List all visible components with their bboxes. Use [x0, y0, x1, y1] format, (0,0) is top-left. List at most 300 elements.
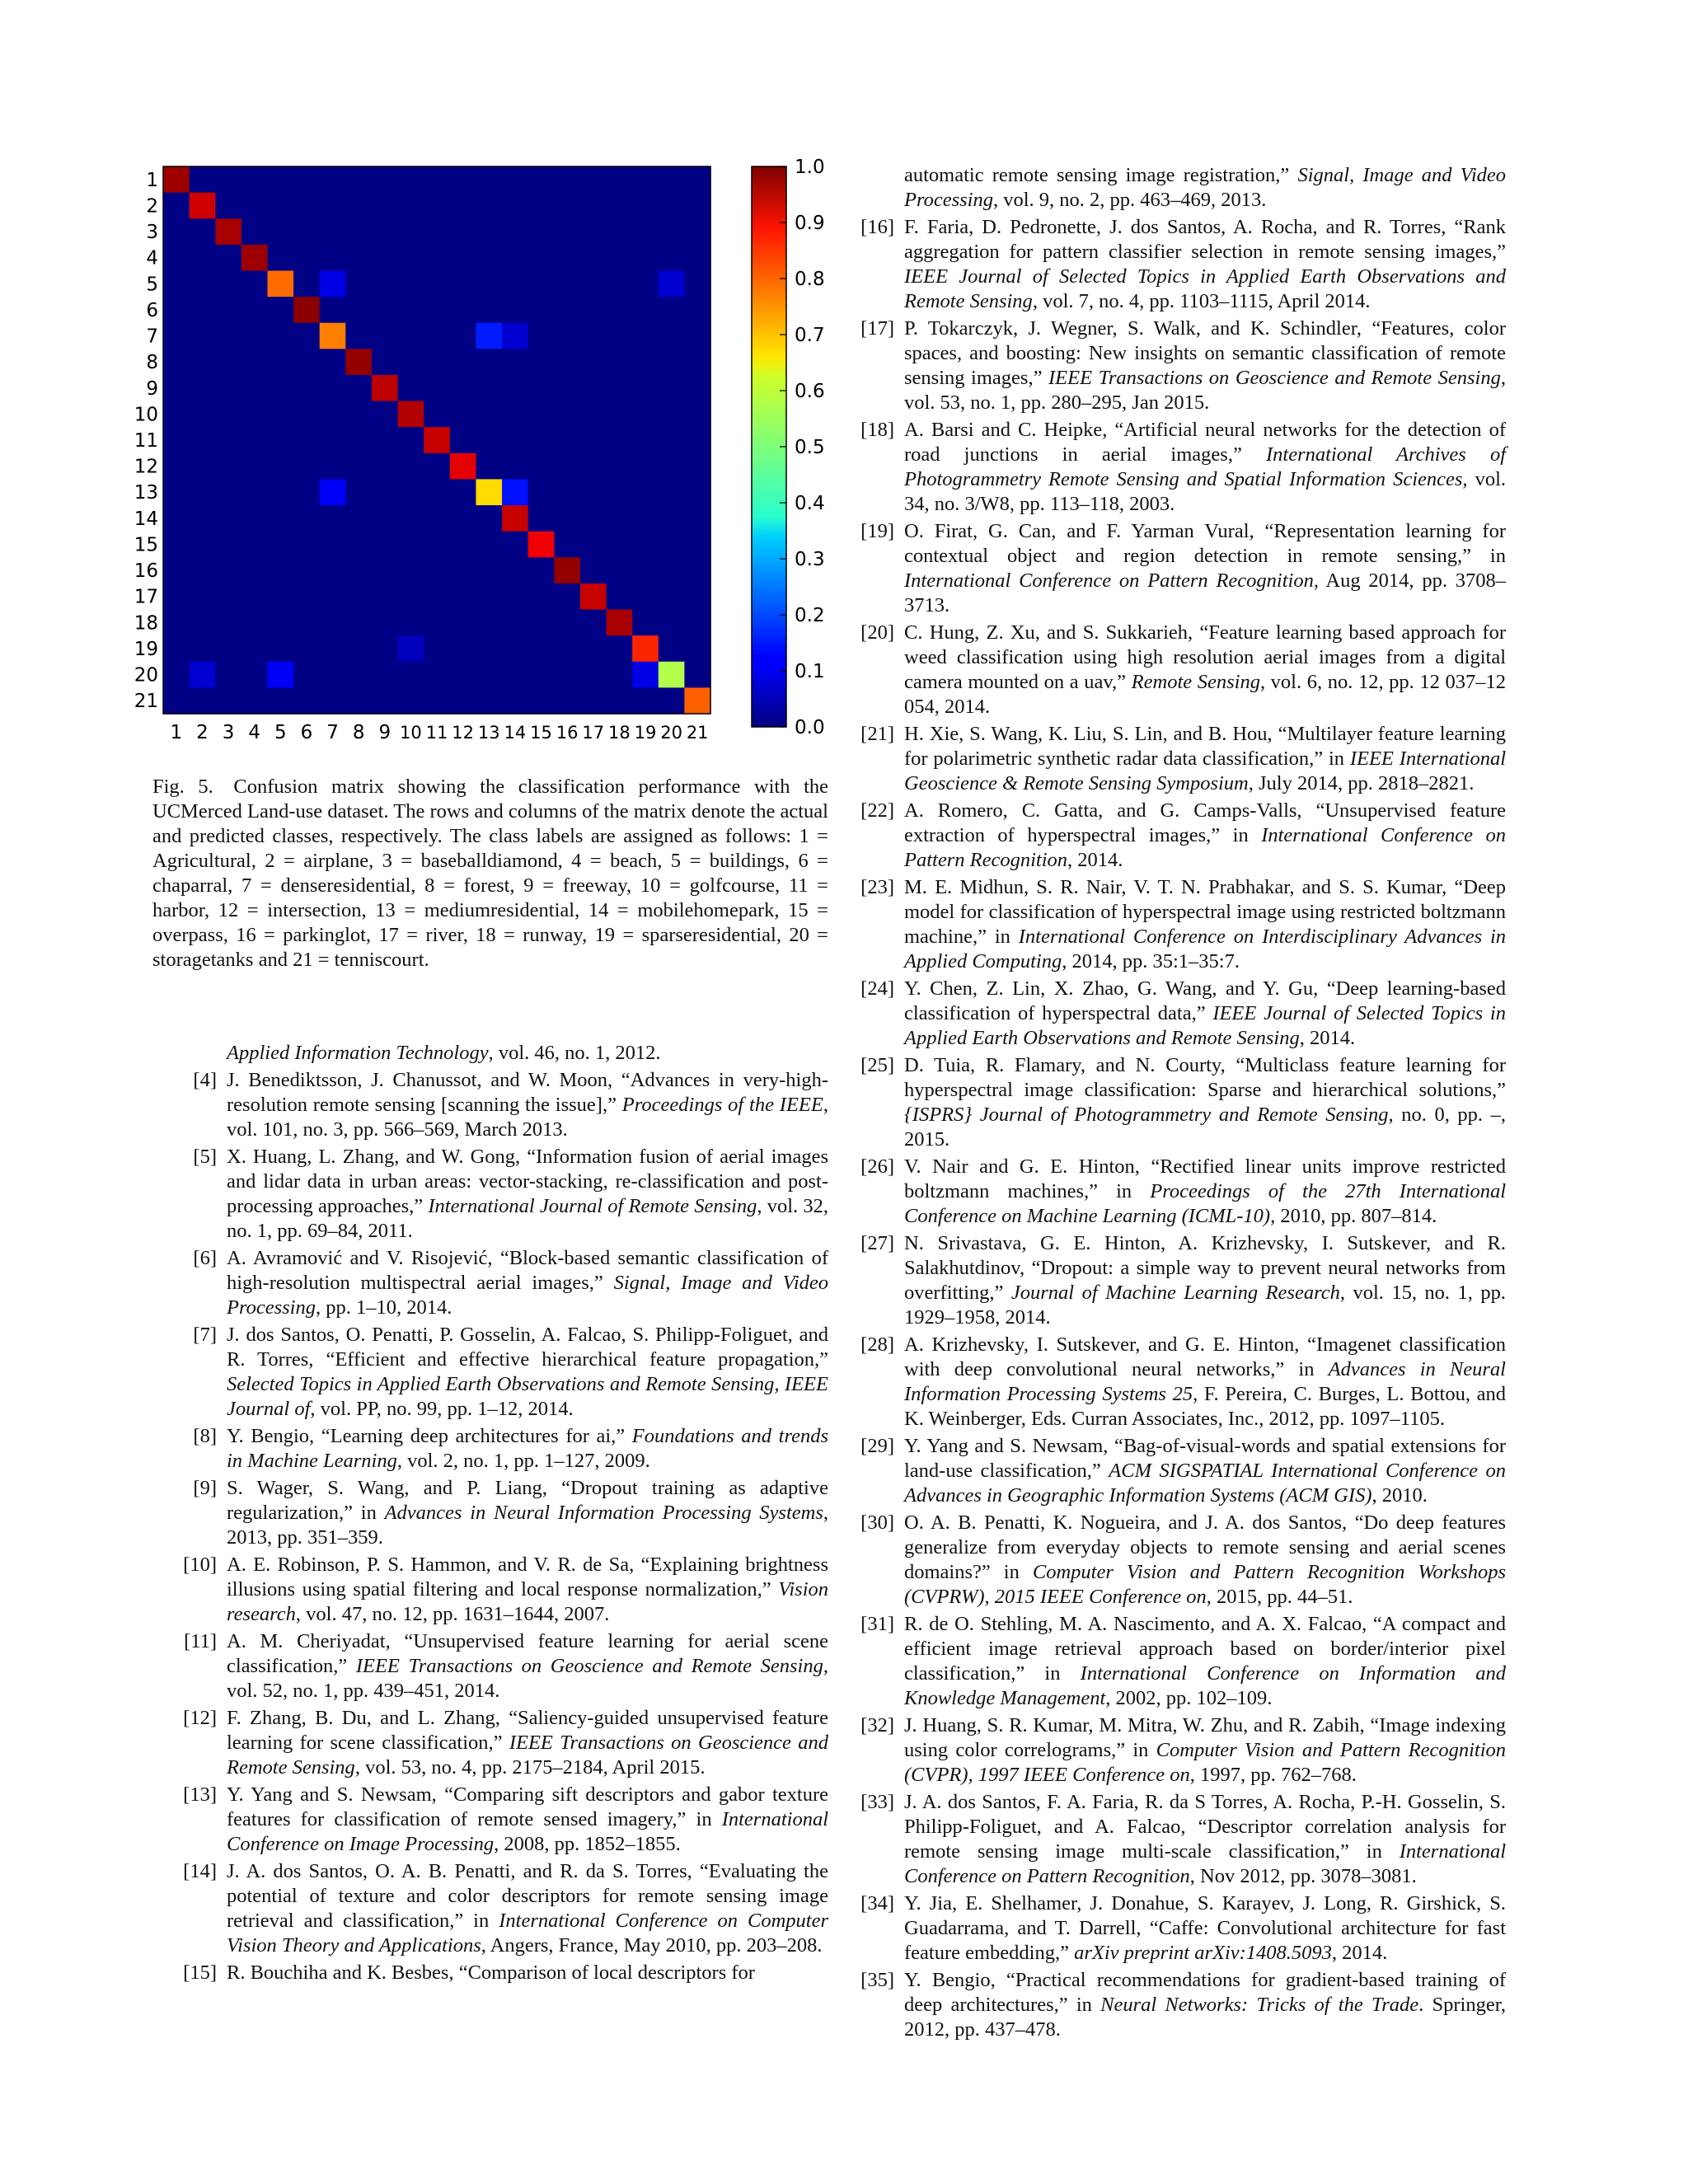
heatmap-cell [241, 166, 268, 193]
heatmap-cell [190, 427, 216, 453]
heatmap-cell [528, 323, 555, 349]
reference-text: P. Tokarczyk, J. Wegner, S. Walk, and K. Schindler, “Features, color spaces, and boosting: New insights on semantic classification of remote sensing images,” [904, 317, 1506, 389]
column-tick-label: 16 [556, 723, 579, 743]
column-tick-label: 10 [400, 723, 422, 743]
heatmap-cell [345, 557, 372, 583]
heatmap-cell [345, 193, 372, 219]
reference-text: , vol. PP, no. 99, pp. 1–12, 2014. [310, 1398, 574, 1420]
heatmap-cell [632, 323, 659, 349]
reference-item [177, 1476, 828, 1550]
heatmap-cell [190, 270, 216, 297]
reference-number: [8] [193, 1425, 217, 1447]
heatmap-cell [659, 662, 685, 688]
reference-text: , vol. 52, no. 1, pp. 439–451, 2014. [227, 1655, 828, 1702]
heatmap-cell [267, 479, 293, 505]
heatmap-cell [554, 479, 580, 505]
heatmap-cell [320, 270, 346, 297]
reference-venue: International Conference on Pattern Recognition [904, 1840, 1506, 1887]
heatmap-cell [190, 635, 216, 662]
reference-text: Y. Yang and S. Newsam, “Bag-of-visual-words and spatial extensions for land-use classification,” [904, 1435, 1506, 1482]
heatmap-cell [215, 479, 241, 505]
reference-text: , Nov 2012, pp. 3078–3081. [1189, 1865, 1417, 1887]
heatmap-cell [424, 349, 450, 375]
reference-text: Y. Bengio, “Practical recommendations for gradient-based training of deep architectures,” in [904, 1969, 1506, 2016]
heatmap-cell [659, 349, 685, 375]
heatmap-cell [684, 479, 710, 505]
column-tick-label: 1 [170, 722, 183, 743]
heatmap-cell [293, 297, 320, 323]
heatmap-cell [163, 532, 190, 558]
heatmap-cell [476, 610, 502, 636]
reference-text: , vol. 7, no. 4, pp. 1103–1115, April 2014. [1032, 290, 1371, 312]
figure-caption [152, 775, 828, 972]
heatmap-cell [293, 453, 320, 480]
heatmap-cell [476, 583, 502, 610]
heatmap-cell [398, 166, 424, 193]
heatmap-cell [215, 583, 241, 610]
heatmap-cell [502, 687, 528, 714]
column-tick-label: 13 [477, 723, 500, 743]
reference-item [177, 1068, 828, 1142]
heatmap-cell [345, 479, 372, 505]
heatmap-cell [320, 193, 346, 219]
heatmap-cell [476, 166, 502, 193]
heatmap-cell [684, 427, 710, 453]
column-tick-label: 21 [686, 723, 709, 743]
reference-text: , F. Pereira, C. Burges, L. Bottou, and K. Weinberger, Eds. Curran Associates, Inc., 2012, pp. 1097–1105. [904, 1383, 1507, 1430]
heatmap-cell [502, 218, 528, 245]
reference-text: . Springer, 2012, pp. 437–478. [904, 1994, 1506, 2041]
heatmap-cell [632, 635, 659, 662]
reference-number: [13] [183, 1783, 217, 1806]
heatmap-cell [476, 349, 502, 375]
colorbar-tick-label: 1.0 [795, 157, 825, 178]
reference-text: , vol. 6, no. 12, pp. 12 037–12 054, 2014. [904, 671, 1507, 718]
heatmap-cell [607, 453, 633, 480]
reference-item [855, 1333, 1506, 1432]
heatmap-cell [398, 297, 424, 323]
heatmap-cell [398, 349, 424, 375]
heatmap-cell [502, 270, 528, 297]
heatmap-cell [190, 218, 216, 245]
heatmap-cell [476, 662, 502, 688]
heatmap-cell [372, 401, 398, 428]
heatmap-cell [190, 401, 216, 428]
heatmap-cell [424, 245, 450, 271]
column-tick-label: 15 [530, 723, 552, 743]
reference-text: , July 2014, pp. 2818–2821. [1248, 772, 1475, 794]
heatmap-cell [607, 635, 633, 662]
heatmap-cell [320, 401, 346, 428]
heatmap-cell [502, 479, 528, 505]
heatmap-cell [293, 323, 320, 349]
reference-text: , vol. 47, no. 12, pp. 1631–1644, 2007. [295, 1603, 610, 1625]
column-tick-label: 20 [660, 723, 682, 743]
heatmap-cell [607, 557, 633, 583]
heatmap-cell [476, 427, 502, 453]
heatmap-cell [345, 323, 372, 349]
heatmap-cell [632, 349, 659, 375]
reference-venue: {ISPRS} Journal of Photogrammetry and Remote Sensing [904, 1104, 1389, 1126]
reference-item [177, 1145, 828, 1244]
heatmap-cell [345, 583, 372, 610]
heatmap-cell [476, 687, 502, 714]
heatmap-cell [580, 270, 607, 297]
heatmap-cell [502, 323, 528, 349]
reference-item [855, 1790, 1506, 1889]
heatmap-cell [190, 245, 216, 271]
heatmap-cell [450, 218, 476, 245]
heatmap-cell [684, 610, 710, 636]
confusion-matrix-chart [134, 148, 832, 766]
heatmap-cell [528, 662, 555, 688]
reference-text: F. Faria, D. Pedronette, J. dos Santos, A. Rocha, and R. Torres, “Rank aggregation for pattern classifier selection in remote sensing images,” [904, 216, 1506, 263]
reference-text: R. de O. Stehling, M. A. Nascimento, and A. X. Falcao, “A compact and efficient image retrieval approach based on border/interior pixel classification,” in [904, 1613, 1506, 1685]
heatmap-cell [424, 297, 450, 323]
reference-number: [21] [860, 723, 894, 745]
reference-item [177, 1041, 828, 1066]
heatmap-cell [398, 401, 424, 428]
heatmap-cell [659, 453, 685, 480]
heatmap-cell [476, 635, 502, 662]
heatmap-cell [320, 687, 346, 714]
heatmap-cell [659, 635, 685, 662]
heatmap-cell [580, 218, 607, 245]
row-tick-label: 6 [146, 299, 158, 321]
row-tick-label: 12 [134, 456, 158, 478]
heatmap-cell [267, 635, 293, 662]
heatmap-cell [215, 349, 241, 375]
heatmap-cell [293, 610, 320, 636]
row-tick-label: 16 [134, 560, 158, 583]
heatmap-cell [372, 687, 398, 714]
heatmap-cell [450, 479, 476, 505]
heatmap-cell [215, 245, 241, 271]
reference-item [855, 418, 1506, 517]
heatmap-cell [554, 193, 580, 219]
heatmap-cell [163, 662, 190, 688]
reference-item [855, 1155, 1506, 1229]
heatmap-cell [190, 583, 216, 610]
heatmap-cell [554, 270, 580, 297]
reference-text: C. Hung, Z. Xu, and S. Sukkarieh, “Feature learning based approach for weed classification using high resolution aerial images from a digital camera mounted on a uav,” [904, 621, 1506, 693]
row-tick-label: 18 [134, 612, 158, 635]
heatmap-cell [293, 505, 320, 532]
heatmap-cell [190, 349, 216, 375]
row-tick-label: 8 [146, 352, 158, 374]
reference-venue: IEEE Transactions on Geoscience and Remote Sensing [355, 1655, 823, 1677]
heatmap-cell [450, 662, 476, 688]
heatmap-cell [215, 427, 241, 453]
reference-item [177, 1553, 828, 1627]
reference-venue: IEEE Transactions on Geoscience and Remote Sensing [227, 1732, 828, 1779]
reference-number: [30] [860, 1511, 894, 1534]
heatmap-cell [684, 270, 710, 297]
heatmap-cell [215, 453, 241, 480]
heatmap-cell [476, 193, 502, 219]
heatmap-cell [450, 375, 476, 401]
reference-item [855, 316, 1506, 415]
reference-venue: Computer Vision and Pattern Recognition (CVPR), 1997 IEEE Conference on [904, 1739, 1506, 1786]
reference-text: Y. Jia, E. Shelhamer, J. Donahue, S. Karayev, J. Long, R. Girshick, S. Guadarrama, and T. Darrell, “Caffe: Convolutional architecture for fast feature embedding,” [904, 1892, 1506, 1964]
heatmap-cell [684, 505, 710, 532]
heatmap-cell [476, 532, 502, 558]
heatmap-cell [163, 635, 190, 662]
heatmap-cell [684, 297, 710, 323]
heatmap-cell [293, 427, 320, 453]
reference-item [177, 1961, 828, 1985]
heatmap-cell [684, 635, 710, 662]
heatmap-cell [190, 505, 216, 532]
heatmap-cell [502, 349, 528, 375]
heatmap-cell [580, 245, 607, 271]
heatmap-cell [450, 323, 476, 349]
row-tick-label: 1 [146, 169, 158, 191]
heatmap-cell [554, 297, 580, 323]
heatmap-cell [320, 323, 346, 349]
heatmap-cell [424, 479, 450, 505]
row-tick-label: 2 [146, 195, 158, 218]
heatmap-cell [450, 270, 476, 297]
heatmap-cell [424, 557, 450, 583]
reference-item [855, 1231, 1506, 1330]
heatmap-cell [424, 166, 450, 193]
heatmap-cell [659, 270, 685, 297]
column-tick-label: 12 [452, 723, 474, 743]
heatmap-cell [607, 662, 633, 688]
heatmap-cell [476, 479, 502, 505]
heatmap-cell [398, 662, 424, 688]
heatmap-cell [659, 375, 685, 401]
heatmap-cell [345, 687, 372, 714]
heatmap-cell [215, 610, 241, 636]
reference-text: F. Zhang, B. Du, and L. Zhang, “Saliency-guided unsupervised feature learning for scene classification,” [227, 1707, 828, 1754]
heatmap-cell [190, 479, 216, 505]
row-tick-label: 4 [146, 247, 158, 269]
heatmap-cell [580, 479, 607, 505]
heatmap-cell [502, 245, 528, 271]
heatmap-cell [372, 662, 398, 688]
reference-item [177, 1783, 828, 1857]
heatmap-cell [320, 453, 346, 480]
reference-venue: Selected Topics in Applied Earth Observations and Remote Sensing, IEEE Journal of [227, 1373, 828, 1420]
heatmap-cell [424, 687, 450, 714]
reference-text: Y. Chen, Z. Lin, X. Zhao, G. Wang, and Y. Gu, “Deep learning-based classification of hyperspectral data,” [904, 977, 1506, 1024]
heatmap-cell [320, 349, 346, 375]
row-tick-label: 20 [134, 664, 158, 687]
heatmap-cell [163, 166, 190, 193]
heatmap-cell [293, 635, 320, 662]
heatmap-cell [450, 687, 476, 714]
heatmap-cell [502, 610, 528, 636]
heatmap-cell [241, 323, 268, 349]
colorbar-tick-label: 0.4 [795, 493, 825, 514]
heatmap-cell [476, 297, 502, 323]
heatmap-cell [528, 297, 555, 323]
heatmap-cell [163, 218, 190, 245]
heatmap-cell [607, 166, 633, 193]
heatmap-cell [345, 453, 372, 480]
heatmap-cell [267, 193, 293, 219]
heatmap-cell [293, 375, 320, 401]
heatmap-cell [528, 193, 555, 219]
heatmap-cell [398, 270, 424, 297]
heatmap-cell [241, 297, 268, 323]
reference-text: , vol. 46, no. 1, 2012. [488, 1042, 661, 1064]
heatmap-cell [320, 635, 346, 662]
heatmap-cell [267, 610, 293, 636]
heatmap-cell [372, 245, 398, 271]
row-tick-label: 9 [146, 377, 158, 400]
heatmap-cell [502, 401, 528, 428]
heatmap-cell [398, 375, 424, 401]
column-tick-label: 19 [634, 723, 657, 743]
heatmap-cell [684, 687, 710, 714]
heatmap-cell [554, 610, 580, 636]
heatmap-cell [580, 532, 607, 558]
reference-number: [17] [860, 317, 894, 340]
reference-item [177, 1706, 828, 1780]
heatmap-cell [580, 401, 607, 428]
reference-number: [12] [183, 1707, 217, 1729]
heatmap-cell [190, 662, 216, 688]
reference-text: , vol. 34, no. 3/W8, pp. 113–118, 2003. [904, 468, 1507, 515]
column-tick-label: 18 [607, 723, 631, 743]
heatmap-cell [632, 687, 659, 714]
reference-venue: Proceedings of the IEEE [621, 1094, 823, 1116]
heatmap-cell [293, 479, 320, 505]
heatmap-cell [267, 323, 293, 349]
heatmap-cell [424, 453, 450, 480]
heatmap-cell [163, 375, 190, 401]
heatmap-cell [241, 193, 268, 219]
heatmap-cell [241, 662, 268, 688]
reference-text: A. M. Cheriyadat, “Unsupervised feature learning for aerial scene classification,” [227, 1630, 828, 1677]
heatmap-cell [580, 349, 607, 375]
heatmap-cell [528, 610, 555, 636]
heatmap-cell [502, 583, 528, 610]
reference-number: [23] [860, 876, 894, 898]
heatmap-cell [163, 245, 190, 271]
heatmap-cell [190, 687, 216, 714]
reference-text: O. Firat, G. Can, and F. Yarman Vural, “Representation learning for contextual object and region detection in remote sensing,” in [904, 520, 1506, 567]
heatmap-cell [320, 297, 346, 323]
heatmap-cell [659, 297, 685, 323]
heatmap-cells [163, 166, 711, 715]
heatmap-cell [241, 453, 268, 480]
reference-venue: International Journal of Remote Sensing [428, 1195, 757, 1217]
heatmap-cell [267, 297, 293, 323]
heatmap-cell [241, 583, 268, 610]
heatmap-cell [450, 453, 476, 480]
heatmap-cell [190, 193, 216, 219]
row-tick-label: 19 [134, 638, 158, 660]
reference-text: , vol. 15, no. 1, pp. 1929–1958, 2014. [904, 1282, 1506, 1329]
heatmap-cell [398, 427, 424, 453]
heatmap-cell [607, 349, 633, 375]
heatmap-cell [372, 532, 398, 558]
heatmap-cell [293, 687, 320, 714]
reference-venue: Applied Information Technology [227, 1042, 489, 1064]
heatmap-cell [267, 166, 293, 193]
reference-text: , 2014, pp. 35:1–35:7. [1062, 950, 1240, 972]
heatmap-cell [372, 323, 398, 349]
heatmap-cell [345, 375, 372, 401]
heatmap-cell [554, 323, 580, 349]
reference-text: H. Xie, S. Wang, K. Liu, S. Lin, and B. Hou, “Multilayer feature learning for polarimetric synthetic radar data classification,” in [904, 723, 1506, 770]
heatmap-cell [580, 505, 607, 532]
heatmap-cell [267, 557, 293, 583]
heatmap-cell [345, 427, 372, 453]
heatmap-cell [632, 245, 659, 271]
heatmap-cell [450, 505, 476, 532]
reference-venue: International Conference on Pattern Recognition [904, 824, 1506, 871]
heatmap-cell [424, 401, 450, 428]
reference-text: A. Krizhevsky, I. Sutskever, and G. E. Hinton, “Imagenet classification with deep convolutional neural networks,” in [904, 1333, 1506, 1380]
heatmap-cell [554, 583, 580, 610]
heatmap-cell [190, 166, 216, 193]
heatmap-cell [476, 218, 502, 245]
heatmap-cell [372, 453, 398, 480]
heatmap-cell [476, 505, 502, 532]
heatmap-cell [659, 193, 685, 219]
heatmap-cell [241, 635, 268, 662]
heatmap-cell [554, 687, 580, 714]
heatmap-cell [476, 323, 502, 349]
heatmap-cell [398, 583, 424, 610]
reference-item [855, 1968, 1506, 2042]
colorbar-tick-label: 0.3 [795, 549, 825, 570]
reference-text: A. Romero, C. Gatta, and G. Camps-Valls, “Unsupervised feature extraction of hyperspectral images,” in [904, 799, 1506, 846]
heatmap-cell [215, 166, 241, 193]
column-tick-label: 2 [196, 722, 209, 743]
heatmap-cell [241, 479, 268, 505]
reference-text: , 2013, pp. 351–359. [227, 1502, 829, 1549]
reference-text: , 2014. [1331, 1942, 1388, 1964]
heatmap-cell [372, 218, 398, 245]
reference-text: X. Huang, L. Zhang, and W. Gong, “Information fusion of aerial images and lidar data in urban areas: vector-stacking, re-classification and post-processing approaches,” [227, 1146, 828, 1217]
heatmap-cell [659, 218, 685, 245]
reference-venue: International Archives of Photogrammetry Remote Sensing and Spatial Information Sciences [904, 443, 1507, 490]
heatmap-cell [424, 427, 450, 453]
heatmap-cell [215, 193, 241, 219]
reference-venue: IEEE Transactions on Geoscience and Remote Sensing [1048, 367, 1501, 389]
heatmap-cell [607, 401, 633, 428]
column-tick-label: 7 [326, 722, 339, 743]
reference-number: [28] [860, 1333, 894, 1356]
heatmap-cell [450, 610, 476, 636]
heatmap-cell [424, 662, 450, 688]
reference-number: [29] [860, 1435, 894, 1457]
heatmap-cell [684, 323, 710, 349]
heatmap-cell [215, 375, 241, 401]
reference-venue: Advances in Neural Information Processing Systems [384, 1502, 823, 1524]
heatmap-cell [372, 297, 398, 323]
heatmap-cell [398, 193, 424, 219]
heatmap-cell [320, 610, 346, 636]
reference-text: , vol. 9, no. 2, pp. 463–469, 2013. [992, 189, 1267, 211]
heatmap-cell [554, 166, 580, 193]
heatmap-cell [398, 635, 424, 662]
reference-venue: International Conference on Computer Vision Theory and Applications [227, 1910, 828, 1957]
reference-venue: IEEE International Geoscience & Remote Sensing Symposium [904, 748, 1507, 794]
heatmap-cell [580, 427, 607, 453]
heatmap-cell [659, 245, 685, 271]
heatmap-cell [502, 635, 528, 662]
reference-venue: Computer Vision and Pattern Recognition Workshops (CVPRW), 2015 IEEE Conference on [904, 1561, 1506, 1608]
heatmap-cell [241, 375, 268, 401]
reference-number: [31] [860, 1613, 894, 1635]
